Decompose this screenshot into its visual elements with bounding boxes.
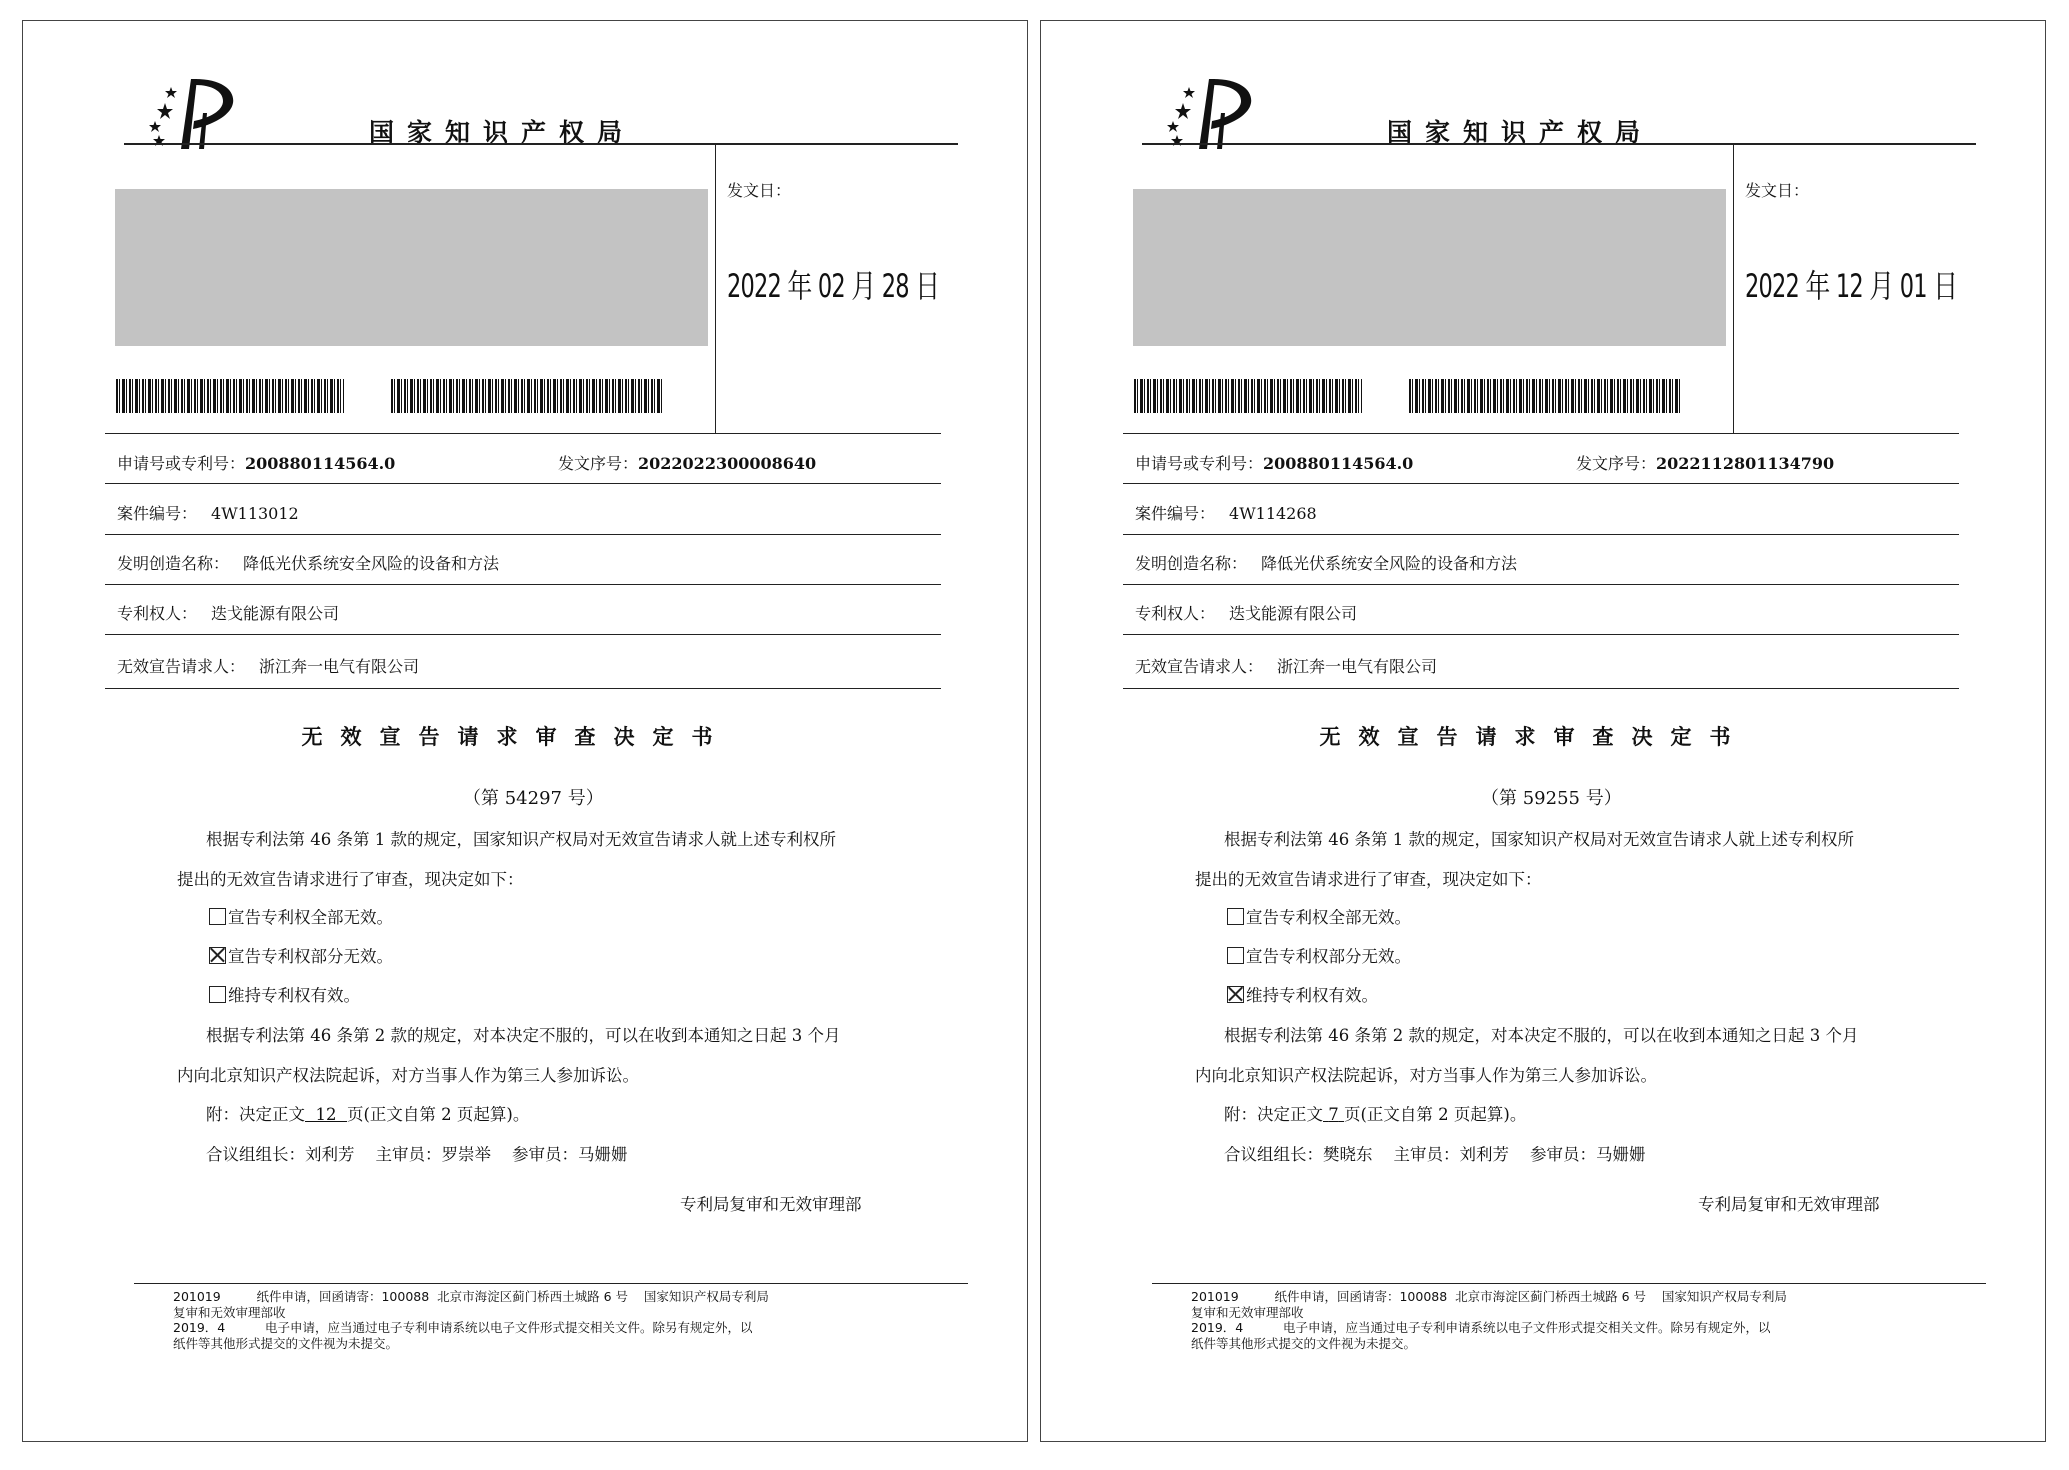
panel-chief-label: 合议组组长：	[206, 1145, 305, 1164]
row-divider	[1123, 534, 1959, 535]
attachment-line	[1224, 1101, 1526, 1125]
footer-notes	[173, 1289, 769, 1351]
serial-number: 2022022300008640	[638, 454, 817, 473]
row-divider	[1123, 688, 1959, 689]
application-number-field	[117, 451, 395, 474]
attachment-line	[206, 1101, 529, 1125]
invention-name: 降低光伏系统安全风险的设备和方法	[1261, 554, 1518, 573]
requester: 浙江奔一电气有限公司	[259, 657, 420, 676]
option-invalidate-partial	[1227, 943, 1411, 967]
option-invalidate-all	[1227, 904, 1411, 928]
application-number-field	[1135, 451, 1413, 474]
footer-line: 2019．4 电子申请，应当通过电子专利申请系统以电子文件形式提交相关文件。除另有规定外，以	[1191, 1320, 1771, 1335]
paragraph-1-line-2: 提出的无效宣告请求进行了审查，现决定如下：	[177, 870, 524, 889]
patentee-label: 专利权人：	[117, 604, 198, 623]
redacted-address-block	[1133, 189, 1726, 346]
header-rule	[1142, 143, 1976, 145]
checked-box-icon	[1227, 986, 1244, 1003]
issue-date: 2022 年 02 月 28 日	[727, 267, 940, 305]
attachment-prefix: 附：决定正文	[206, 1105, 305, 1124]
barcode-1	[1134, 379, 1362, 413]
footer-line: 纸件等其他形式提交的文件视为未提交。	[1191, 1335, 1417, 1351]
agency-title: 国家知识产权局	[1387, 118, 1654, 147]
footer-line: 复审和无效审理部收	[173, 1304, 286, 1320]
option-label: 维持专利权有效。	[228, 986, 360, 1005]
footer-line: 复审和无效审理部收	[1191, 1304, 1304, 1320]
paragraph-2-line-1: 根据专利法第 46 条第 2 款的规定，对本决定不服的，可以在收到本通知之日起 3 个月	[1224, 1026, 1859, 1045]
option-maintain-valid	[209, 982, 360, 1006]
decision-page-right	[1040, 20, 2046, 1442]
paragraph-1-line-1: 根据专利法第 46 条第 1 款的规定，国家知识产权局对无效宣告请求人就上述专利权所	[206, 830, 836, 849]
agency-title: 国家知识产权局	[369, 118, 636, 147]
cnipa-emblem-icon	[143, 73, 263, 153]
row-divider	[105, 534, 941, 535]
application-number: 200880114564.0	[1263, 454, 1414, 473]
attachment-pages	[305, 1105, 347, 1124]
department: 专利局复审和无效审理部	[680, 1195, 862, 1214]
row-divider	[105, 634, 941, 635]
serial-number-label: 发文序号：	[558, 454, 639, 473]
invention-name-label: 发明创造名称：	[117, 554, 230, 573]
co-examiner: 马姗姗	[1595, 1145, 1646, 1164]
department: 专利局复审和无效审理部	[1698, 1195, 1880, 1214]
footer-line: 201019 纸件申请，回函请寄：100088 北京市海淀区蓟门桥西土城路 6 号 国家知识产权局专利局	[173, 1289, 769, 1304]
case-number-field	[117, 501, 299, 524]
invention-name-field	[1135, 551, 1517, 574]
serial-number: 2022112801134790	[1656, 454, 1835, 473]
invention-name-label: 发明创造名称：	[1135, 554, 1248, 573]
option-label: 宣告专利权全部无效。	[1246, 908, 1411, 927]
case-number-field	[1135, 501, 1317, 524]
row-divider	[1123, 483, 1959, 484]
main-examiner-label: 主审员：	[1393, 1145, 1460, 1164]
option-label: 宣告专利权部分无效。	[1246, 947, 1411, 966]
serial-number-field	[1576, 451, 1834, 474]
option-maintain-valid	[1227, 982, 1378, 1006]
case-number-label: 案件编号：	[117, 504, 198, 523]
issue-date: 2022 年 12 月 01 日	[1745, 267, 1958, 305]
paragraph-1-line-1: 根据专利法第 46 条第 1 款的规定，国家知识产权局对无效宣告请求人就上述专利权所	[1224, 830, 1854, 849]
attachment-suffix: 页(正文自第 2 页起算)。	[347, 1105, 530, 1124]
patentee: 迭戈能源有限公司	[1229, 604, 1358, 623]
co-examiner-label: 参审员：	[511, 1145, 578, 1164]
date-column-divider	[715, 143, 716, 433]
panel-chief: 樊晓东	[1323, 1145, 1373, 1164]
row-divider	[1123, 584, 1959, 585]
barcode-1	[116, 379, 344, 413]
redacted-address-block	[115, 189, 708, 346]
row-divider	[1123, 433, 1959, 434]
serial-number-field	[558, 451, 816, 474]
checkbox-icon	[209, 986, 226, 1003]
barcode-2	[1409, 379, 1681, 413]
application-number-label: 申请号或专利号：	[1135, 454, 1264, 473]
case-number-label: 案件编号：	[1135, 504, 1216, 523]
case-number: 4W113012	[211, 504, 299, 523]
co-examiner: 马姗姗	[577, 1145, 628, 1164]
panel-chief: 刘利芳	[305, 1145, 355, 1164]
requester-field	[1135, 654, 1437, 677]
footer-line: 纸件等其他形式提交的文件视为未提交。	[173, 1335, 399, 1351]
serial-number-label: 发文序号：	[1576, 454, 1657, 473]
invention-name: 降低光伏系统安全风险的设备和方法	[243, 554, 500, 573]
decision-page-left	[22, 20, 1028, 1442]
requester-label: 无效宣告请求人：	[117, 657, 246, 676]
issue-date-label: 发文日：	[727, 181, 792, 200]
paragraph-2-line-2: 内向北京知识产权法院起诉，对方当事人作为第三人参加诉讼。	[1195, 1066, 1657, 1085]
application-number: 200880114564.0	[245, 454, 396, 473]
footer-line: 201019 纸件申请，回函请寄：100088 北京市海淀区蓟门桥西土城路 6 号 国家知识产权局专利局	[1191, 1289, 1787, 1304]
footer-line: 2019．4 电子申请，应当通过电子专利申请系统以电子文件形式提交相关文件。除另有规定外，以	[173, 1320, 753, 1335]
panel-line	[206, 1141, 627, 1165]
row-divider	[105, 688, 941, 689]
paragraph-2-line-1: 根据专利法第 46 条第 2 款的规定，对本决定不服的，可以在收到本通知之日起 3 个月	[206, 1026, 841, 1045]
patentee-label: 专利权人：	[1135, 604, 1216, 623]
main-examiner: 刘利芳	[1459, 1145, 1509, 1164]
barcode-2	[391, 379, 663, 413]
option-label: 宣告专利权部分无效。	[228, 947, 393, 966]
main-examiner: 罗崇举	[441, 1145, 491, 1164]
paragraph-2-line-2: 内向北京知识产权法院起诉，对方当事人作为第三人参加诉讼。	[177, 1066, 639, 1085]
patentee-field	[1135, 601, 1357, 624]
application-number-label: 申请号或专利号：	[117, 454, 246, 473]
invention-name-field	[117, 551, 499, 574]
row-divider	[105, 483, 941, 484]
case-number: 4W114268	[1229, 504, 1317, 523]
footer-rule	[134, 1283, 968, 1284]
attachment-page-count: 7	[1328, 1105, 1339, 1124]
footer-rule	[1152, 1283, 1986, 1284]
attachment-pages	[1323, 1105, 1344, 1124]
decision-number: （第 59255 号）	[1481, 788, 1622, 809]
option-invalidate-all	[209, 904, 393, 928]
co-examiner-label: 参审员：	[1529, 1145, 1596, 1164]
checkbox-icon	[1227, 947, 1244, 964]
row-divider	[105, 584, 941, 585]
decision-title: 无效宣告请求审查决定书	[301, 725, 731, 749]
paragraph-1-line-2: 提出的无效宣告请求进行了审查，现决定如下：	[1195, 870, 1542, 889]
patentee-field	[117, 601, 339, 624]
option-invalidate-partial	[209, 943, 393, 967]
row-divider	[105, 433, 941, 434]
option-label: 宣告专利权全部无效。	[228, 908, 393, 927]
decision-number: （第 54297 号）	[463, 788, 604, 809]
requester-label: 无效宣告请求人：	[1135, 657, 1264, 676]
patentee: 迭戈能源有限公司	[211, 604, 340, 623]
attachment-page-count: 12	[315, 1105, 337, 1124]
requester: 浙江奔一电气有限公司	[1277, 657, 1438, 676]
option-label: 维持专利权有效。	[1246, 986, 1378, 1005]
date-column-divider	[1733, 143, 1734, 433]
row-divider	[1123, 634, 1959, 635]
issue-date-label: 发文日：	[1745, 181, 1810, 200]
header-rule	[124, 143, 958, 145]
attachment-suffix: 页(正文自第 2 页起算)。	[1344, 1105, 1527, 1124]
decision-title: 无效宣告请求审查决定书	[1319, 725, 1749, 749]
main-examiner-label: 主审员：	[375, 1145, 442, 1164]
panel-chief-label: 合议组组长：	[1224, 1145, 1323, 1164]
cnipa-emblem-icon	[1161, 73, 1281, 153]
panel-line	[1224, 1141, 1645, 1165]
attachment-prefix: 附：决定正文	[1224, 1105, 1323, 1124]
checkbox-icon	[209, 908, 226, 925]
footer-notes	[1191, 1289, 1787, 1351]
checked-box-icon	[209, 947, 226, 964]
requester-field	[117, 654, 419, 677]
checkbox-icon	[1227, 908, 1244, 925]
